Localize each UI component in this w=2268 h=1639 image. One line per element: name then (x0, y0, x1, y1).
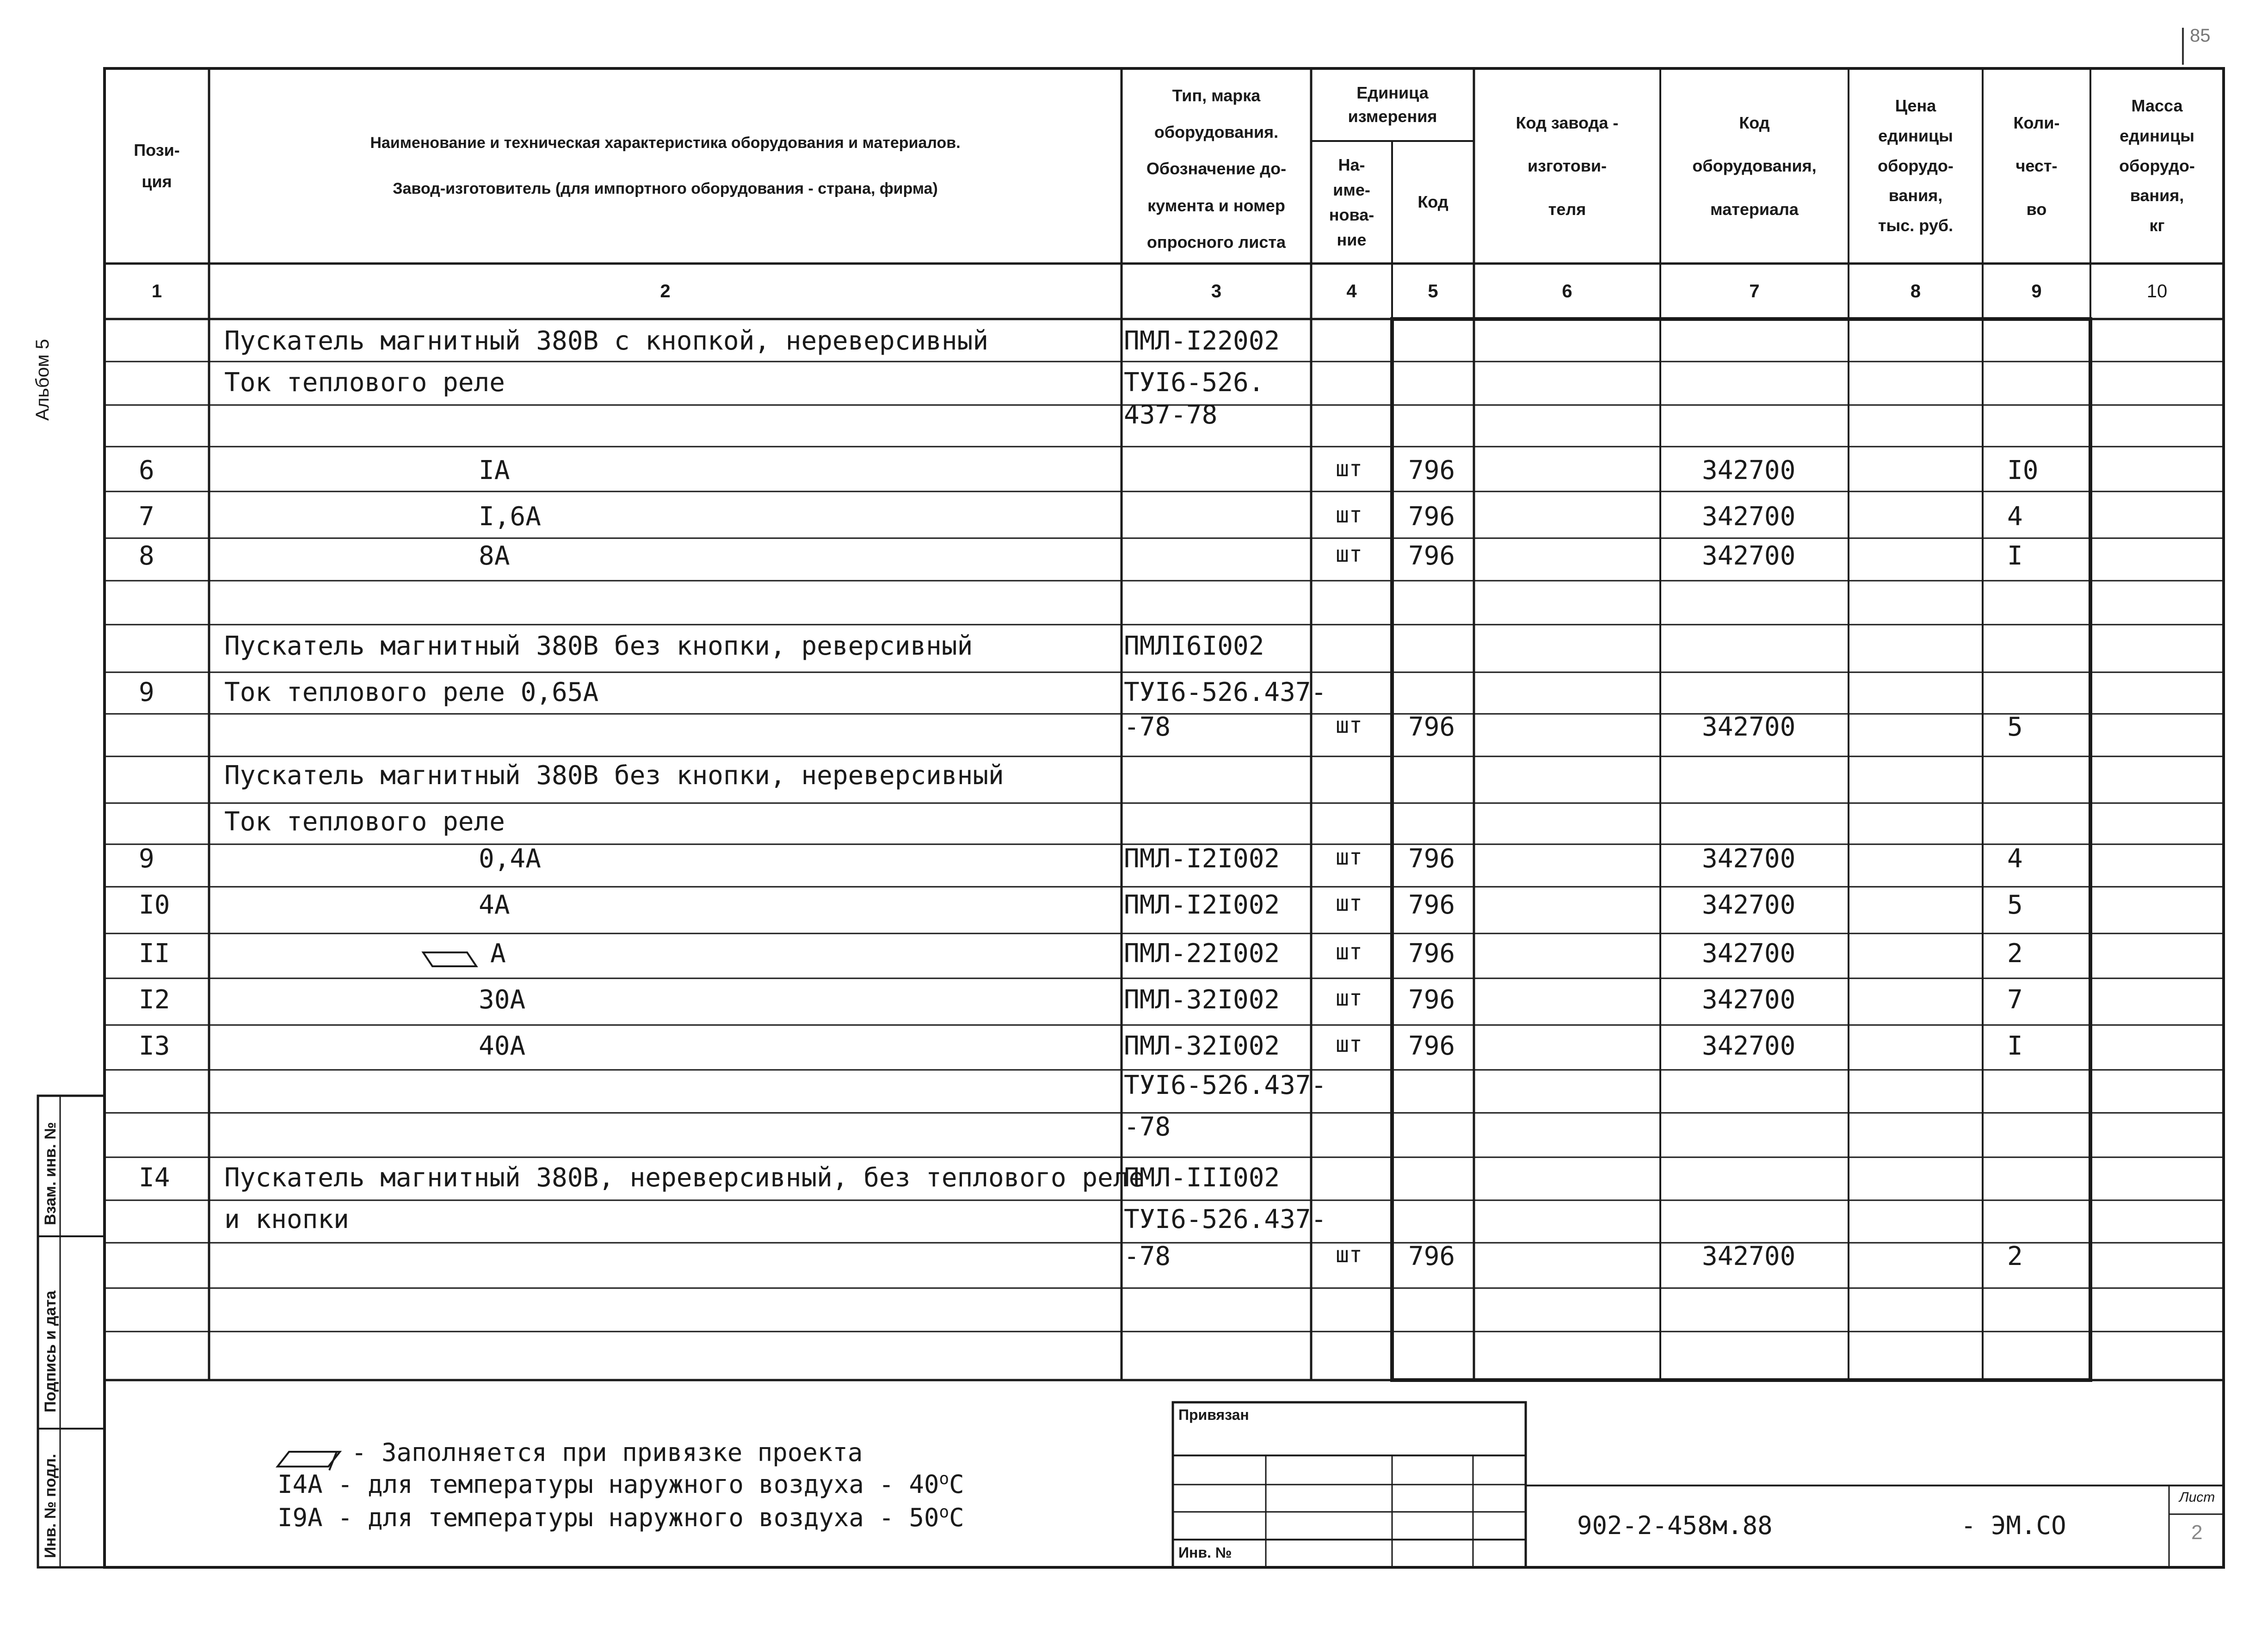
row-type: -78 (1124, 1112, 1171, 1142)
row-type: ТУI6-526.437- (1124, 677, 1327, 707)
col-number-10: 10 (2146, 281, 2168, 301)
row-quantity: 4 (2007, 844, 2023, 874)
row-type: ПМЛ-32I002 (1124, 1031, 1280, 1061)
sheet-label: Лист (2179, 1490, 2215, 1505)
row-type: ТУI6-526.437- (1124, 1070, 1327, 1100)
row-equipment-code: 342700 (1702, 455, 1796, 485)
row-name: Пускатель магнитный 380В, нереверсивный, без теплового реле (224, 1163, 1145, 1193)
row-quantity: 5 (2007, 712, 2023, 742)
row-name: Ток теплового реле 0,65A (224, 677, 599, 707)
note-temp-50 (277, 1503, 964, 1532)
row-type: ПМЛ-32I002 (1124, 985, 1280, 1015)
row-position: 7 (139, 502, 154, 532)
document-suffix: - ЭМ.СО (1961, 1511, 2066, 1540)
header-position: Пози- ция (134, 140, 180, 191)
row-unit-code: 796 (1408, 712, 1455, 742)
sheet-number: 2 (2191, 1521, 2203, 1544)
row-position: I3 (139, 1031, 170, 1061)
row-unit-code: 796 (1408, 1031, 1455, 1061)
row-quantity: I (2007, 1031, 2023, 1061)
placeholder-shape (423, 952, 476, 966)
note-placeholder: - Заполняется при привязке проекта (351, 1438, 863, 1467)
row-equipment-code: 342700 (1702, 890, 1796, 920)
col-number-7: 7 (1749, 281, 1760, 301)
row-type: ТУI6-526. (1124, 368, 1264, 398)
row-unit-code: 796 (1408, 985, 1455, 1015)
row-quantity: 4 (2007, 502, 2023, 532)
row-unit-code: 796 (1408, 939, 1455, 969)
row-name: 4A (479, 890, 510, 920)
col-number-1: 1 (151, 281, 162, 301)
row-quantity: I (2007, 541, 2023, 571)
col-number-3: 3 (1211, 281, 1222, 301)
row-type: ПМЛ-22I002 (1124, 939, 1280, 969)
row-unit-code: 796 (1408, 1241, 1455, 1271)
row-unit-code: 796 (1408, 502, 1455, 532)
row-type: ПМЛ-I22002 (1124, 326, 1280, 356)
row-unit-code: 796 (1408, 455, 1455, 485)
row-equipment-code: 342700 (1702, 1241, 1796, 1271)
row-name: Пускатель магнитный 380В без кнопки, реверсивный (224, 631, 973, 661)
row-position: II (139, 939, 170, 969)
row-name: 0,4A (479, 844, 541, 874)
row-type: ПМЛ-III002 (1124, 1163, 1280, 1193)
row-unit: шт (1336, 541, 1362, 567)
header-unit-group: Единица измерения (1348, 83, 1437, 126)
row-equipment-code: 342700 (1702, 844, 1796, 874)
row-name: 30A (479, 985, 526, 1015)
note-placeholder-shape (277, 1452, 340, 1467)
row-equipment-code: 342700 (1702, 985, 1796, 1015)
row-quantity: 5 (2007, 890, 2023, 920)
note-temp-40 (277, 1469, 964, 1499)
row-unit-code: 796 (1408, 890, 1455, 920)
row-equipment-code: 342700 (1702, 502, 1796, 532)
stamp-sign-date: Подпись и дата (42, 1290, 59, 1412)
row-unit: шт (1336, 1031, 1362, 1057)
row-type: 437-78 (1124, 400, 1218, 430)
row-type: -78 (1124, 712, 1171, 742)
row-type: ПМЛ-I2I002 (1124, 844, 1280, 874)
row-name: 40A (479, 1031, 526, 1061)
row-type: -78 (1124, 1241, 1171, 1271)
row-name: и кнопки (224, 1204, 349, 1234)
header-unit-code: Код (1418, 192, 1448, 212)
row-equipment-code: 342700 (1702, 712, 1796, 742)
row-position: 8 (139, 541, 154, 571)
row-quantity: 2 (2007, 939, 2023, 969)
header-manufacturer-code: Код завода - изготови- теля (1516, 113, 1619, 219)
header-type: Тип, марка оборудования. Обозначение до- кумента и номер опросного листа (1146, 86, 1287, 252)
row-type: ПМЛI6I002 (1124, 631, 1264, 661)
row-quantity: 7 (2007, 985, 2023, 1015)
row-position: 9 (139, 677, 154, 707)
row-position: I4 (139, 1163, 170, 1193)
header-price: Цена единицы оборудо- вания, тыс. руб. (1878, 96, 1954, 235)
col-number-5: 5 (1428, 281, 1438, 301)
col-number-2: 2 (660, 281, 671, 301)
stamp-vzam-inv: Взам. инв. № (42, 1122, 59, 1225)
celsius-unit: C (949, 1503, 964, 1532)
row-equipment-code: 342700 (1702, 939, 1796, 969)
row-position: 9 (139, 844, 154, 874)
row-unit: шт (1336, 844, 1362, 870)
row-name: Ток теплового реле (224, 368, 505, 398)
row-name: 8A (479, 541, 510, 571)
row-equipment-code: 342700 (1702, 1031, 1796, 1061)
header-mass: Масса единицы оборудо- вания, кг (2119, 96, 2195, 235)
row-name: IA (479, 455, 510, 485)
title-block-privyazan: Привязан (1178, 1406, 1249, 1423)
row-unit-code: 796 (1408, 541, 1455, 571)
row-quantity: 2 (2007, 1241, 2023, 1271)
header-unit-name: На- име- нова- ние (1329, 155, 1374, 249)
degree-mark: o (939, 1503, 949, 1522)
row-unit-code: 796 (1408, 844, 1455, 874)
col-number-9: 9 (2031, 281, 2042, 301)
col-number-4: 4 (1346, 281, 1357, 301)
note-temp-50-text: I9A - для температуры наружного воздуха - 50 (277, 1503, 939, 1532)
row-equipment-code: 342700 (1702, 541, 1796, 571)
title-block-inv-no: Инв. № (1178, 1544, 1232, 1561)
col-number-6: 6 (1562, 281, 1572, 301)
stamp-inv-no: Инв. № подл. (42, 1454, 59, 1558)
row-unit: шт (1336, 502, 1362, 528)
row-name: Ток теплового реле (224, 807, 505, 837)
header-quantity: Коли- чест- во (2013, 113, 2060, 219)
row-quantity: I0 (2007, 455, 2039, 485)
header-equipment-code: Код оборудования, материала (1692, 113, 1817, 219)
row-position: I2 (139, 985, 170, 1015)
celsius-unit: C (949, 1470, 964, 1499)
row-position: 6 (139, 455, 154, 485)
header-name: Наименование и техническая характеристика оборудования и материалов. Завод-изготовитель (для импортного оборудования - страна, фирма) (370, 134, 961, 197)
row-name: Пускатель магнитный 380В с кнопкой, нереверсивный (224, 326, 989, 356)
album-label: Альбом 5 (32, 339, 53, 421)
col-number-8: 8 (1910, 281, 1921, 301)
row-type: ТУI6-526.437- (1124, 1204, 1327, 1234)
row-name: Пускатель магнитный 380В без кнопки, нереверсивный (224, 761, 1004, 791)
row-unit: шт (1336, 939, 1362, 965)
page-corner-number: 85 (2190, 25, 2211, 46)
row-unit: шт (1336, 985, 1362, 1011)
row-unit: шт (1336, 712, 1362, 738)
row-name: A (490, 939, 506, 969)
row-name: I,6A (479, 502, 541, 532)
row-unit: шт (1336, 890, 1362, 916)
note-temp-40-text: I4A - для температуры наружного воздуха - 40 (277, 1470, 939, 1499)
row-unit: шт (1336, 1242, 1362, 1268)
row-unit: шт (1336, 456, 1362, 482)
document-code: 902-2-458м.88 (1577, 1511, 1773, 1540)
row-position: I0 (139, 890, 170, 920)
degree-mark: o (939, 1469, 949, 1488)
row-type: ПМЛ-I2I002 (1124, 890, 1280, 920)
